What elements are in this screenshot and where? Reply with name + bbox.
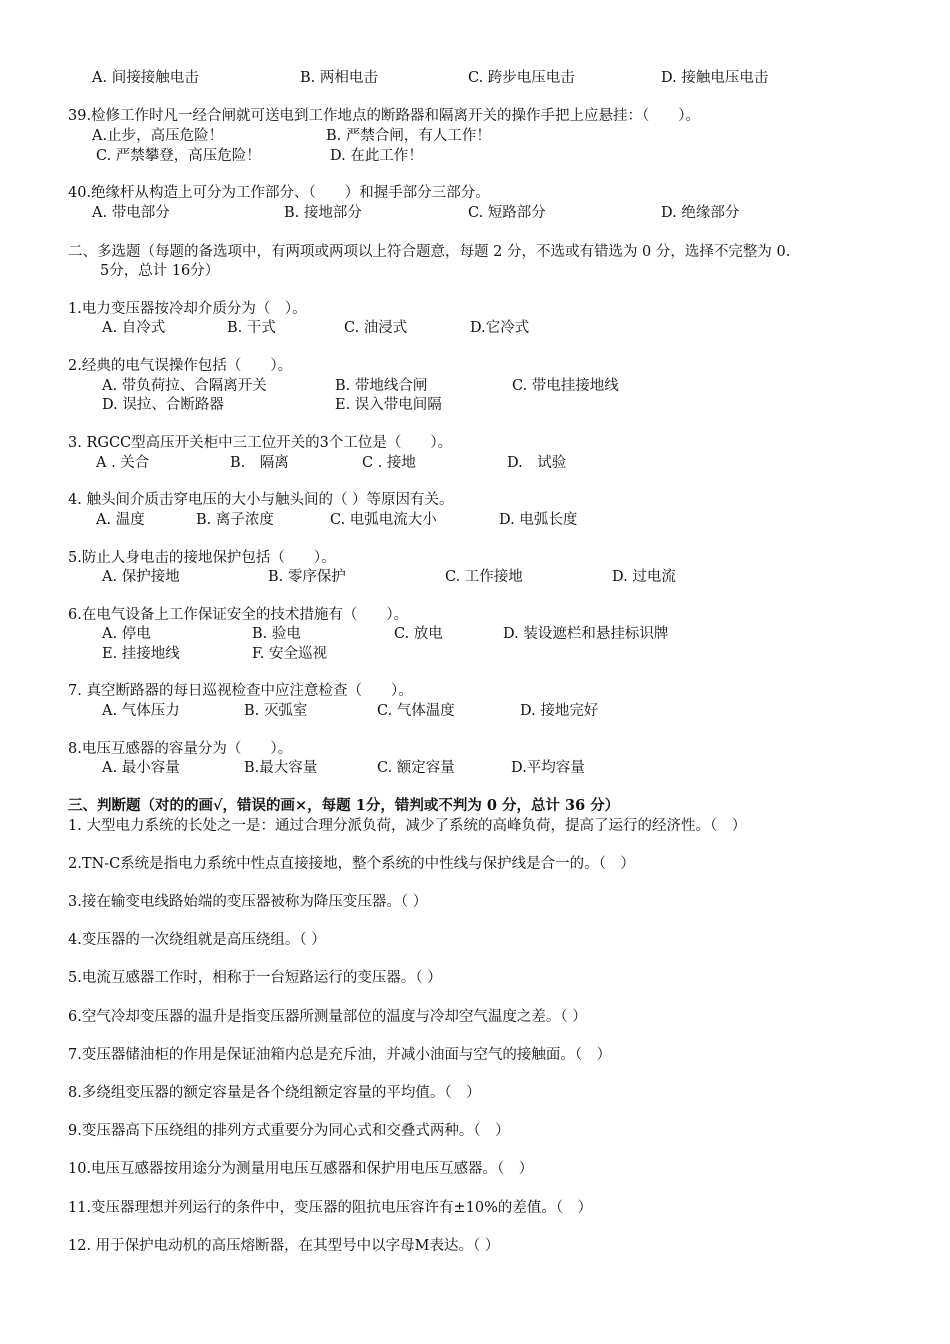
s2-q4-option-d: D. 电弧长度 xyxy=(499,512,578,528)
s2-q8-option-d: D.平均容量 xyxy=(511,760,585,776)
s2-q5-option-b: B. 零序保护 xyxy=(268,569,346,585)
s3-item-11: 11.变压器理想并列运行的条件中，变压器的阻抗电压容许有±10%的差值。（ ） xyxy=(68,1200,593,1216)
s3-item-8: 8.多绕组变压器的额定容量是各个绕组额定容量的平均值。（ ） xyxy=(68,1085,481,1101)
section2-title-line2: 5分，总计 16分） xyxy=(100,263,220,279)
s2-q5-stem: 5.防止人身电击的接地保护包括（ ）。 xyxy=(68,550,336,566)
s2-q6-option-c: C. 放电 xyxy=(394,626,443,642)
s2-q6-option-e: E. 挂接地线 xyxy=(102,646,180,662)
q39-option-d: D. 在此工作！ xyxy=(330,148,423,164)
s2-q7-stem: 7. 真空断路器的每日巡视检查中应注意检查（ ）。 xyxy=(68,683,413,699)
s2-q4-option-a: A. 温度 xyxy=(96,512,145,528)
s2-q1-option-a: A. 自冷式 xyxy=(102,320,166,336)
s2-q6-option-f: F. 安全巡视 xyxy=(252,646,328,662)
s2-q6-stem: 6.在电气设备上工作保证安全的技术措施有（ ）。 xyxy=(68,607,409,623)
s2-q5-option-a: A. 保护接地 xyxy=(102,569,180,585)
s2-q7-option-c: C. 气体温度 xyxy=(377,703,455,719)
s2-q2-option-a: A. 带负荷拉、合隔离开关 xyxy=(102,378,267,394)
s2-q6-option-d: D. 装设遮栏和悬挂标识牌 xyxy=(503,626,669,642)
s2-q6-option-a: A. 停电 xyxy=(102,626,151,642)
q40-option-a: A. 带电部分 xyxy=(92,205,170,221)
s2-q2-stem: 2.经典的电气误操作包括（ ）。 xyxy=(68,358,293,374)
q40-option-c: C. 短路部分 xyxy=(468,205,546,221)
s3-item-1: 1. 大型电力系统的长处之一是：通过合理分派负荷，减少了系统的高峰负荷，提高了运行的经济性。（ ） xyxy=(68,818,747,834)
s2-q7-option-a: A. 气体压力 xyxy=(102,703,180,719)
s3-item-6: 6.空气冷却变压器的温升是指变压器所测量部位的温度与冷却空气温度之差。（ ） xyxy=(68,1009,587,1025)
s2-q2-option-b: B. 带地线合闸 xyxy=(335,378,428,394)
q40-option-b: B. 接地部分 xyxy=(284,205,362,221)
s2-q2-option-e: E. 误入带电间隔 xyxy=(335,397,442,413)
s2-q8-stem: 8.电压互感器的容量分为（ ）。 xyxy=(68,741,293,757)
s3-item-2: 2.TN-C系统是指电力系统中性点直接接地，整个系统的中性线与保护线是合一的。（ ） xyxy=(68,856,635,872)
s3-item-12: 12. 用于保护电动机的高压熔断器，在其型号中以字母M表达。（ ） xyxy=(68,1238,500,1254)
q38-option-c: C. 跨步电压电击 xyxy=(468,70,575,86)
s2-q8-option-a: A. 最小容量 xyxy=(102,760,180,776)
s2-q3-option-c: C . 接地 xyxy=(362,455,416,471)
s2-q1-option-c: C. 油浸式 xyxy=(344,320,408,336)
s3-item-3: 3.接在输变电线路始端的变压器被称为降压变压器。（ ） xyxy=(68,894,428,910)
s3-item-4: 4.变压器的一次绕组就是高压绕组。（ ） xyxy=(68,932,326,948)
section2-title-line1: 二、多选题（每题的备选项中，有两项或两项以上符合题意，每题 2 分，不选或有错选为 0 分，选择不完整为 0. xyxy=(68,244,791,260)
s2-q5-option-c: C. 工作接地 xyxy=(445,569,523,585)
s2-q4-option-b: B. 离子浓度 xyxy=(196,512,274,528)
s3-item-10: 10.电压互感器按用途分为测量用电压互感器和保护用电压互感器。（ ） xyxy=(68,1161,534,1177)
s2-q4-stem: 4. 触头间介质击穿电压的大小与触头间的（ ）等原因有关。 xyxy=(68,492,454,508)
q38-option-d: D. 接触电压电击 xyxy=(661,70,769,86)
s2-q2-option-c: C. 带电挂接地线 xyxy=(512,378,619,394)
s2-q1-stem: 1.电力变压器按冷却介质分为（ ）。 xyxy=(68,301,307,317)
s2-q3-option-b: B. 隔离 xyxy=(230,455,289,471)
q38-option-b: B. 两相电击 xyxy=(300,70,378,86)
s2-q8-option-b: B.最大容量 xyxy=(244,760,318,776)
s2-q8-option-c: C. 额定容量 xyxy=(377,760,455,776)
s2-q2-option-d: D. 误拉、合断路器 xyxy=(102,397,224,413)
s2-q7-option-d: D. 接地完好 xyxy=(520,703,599,719)
s2-q1-option-d: D.它冷式 xyxy=(470,320,530,336)
q39-option-b: B. 严禁合闸，有人工作！ xyxy=(326,128,491,144)
s2-q7-option-b: B. 灭弧室 xyxy=(244,703,308,719)
section3-title: 三、判断题（对的的画√，错误的画×，每题 1分，错判或不判为 0 分，总计 36 分） xyxy=(68,797,620,814)
q39-stem: 39.检修工作时凡一经合闸就可送电到工作地点的断路器和隔离开关的操作手把上应悬挂：（ ）。 xyxy=(68,108,701,124)
s3-item-9: 9.变压器高下压绕组的排列方式重要分为同心式和交叠式两种。（ ） xyxy=(68,1123,510,1139)
q40-option-d: D. 绝缘部分 xyxy=(661,205,740,221)
q40-stem: 40.绝缘杆从构造上可分为工作部分、（ ）和握手部分三部分。 xyxy=(68,185,490,201)
s2-q5-option-d: D. 过电流 xyxy=(612,569,676,585)
q39-option-c: C. 严禁攀登，高压危险！ xyxy=(96,148,261,164)
q39-option-a: A.止步，高压危险！ xyxy=(92,128,224,144)
s2-q6-option-b: B. 验电 xyxy=(252,626,301,642)
s2-q3-option-a: A . 关合 xyxy=(96,455,150,471)
s2-q3-option-d: D. 试验 xyxy=(507,455,567,471)
s3-item-7: 7.变压器储油柜的作用是保证油箱内总是充斥油，并减小油面与空气的接触面。（ ） xyxy=(68,1047,612,1063)
s2-q3-stem: 3. RGCC型高压开关柜中三工位开关的3个工位是（ ）。 xyxy=(68,435,453,451)
s2-q1-option-b: B. 干式 xyxy=(227,320,276,336)
q38-option-a: A. 间接接触电击 xyxy=(92,70,199,86)
s3-item-5: 5.电流互感器工作时，相称于一台短路运行的变压器。（ ） xyxy=(68,970,442,986)
s2-q4-option-c: C. 电弧电流大小 xyxy=(330,512,437,528)
